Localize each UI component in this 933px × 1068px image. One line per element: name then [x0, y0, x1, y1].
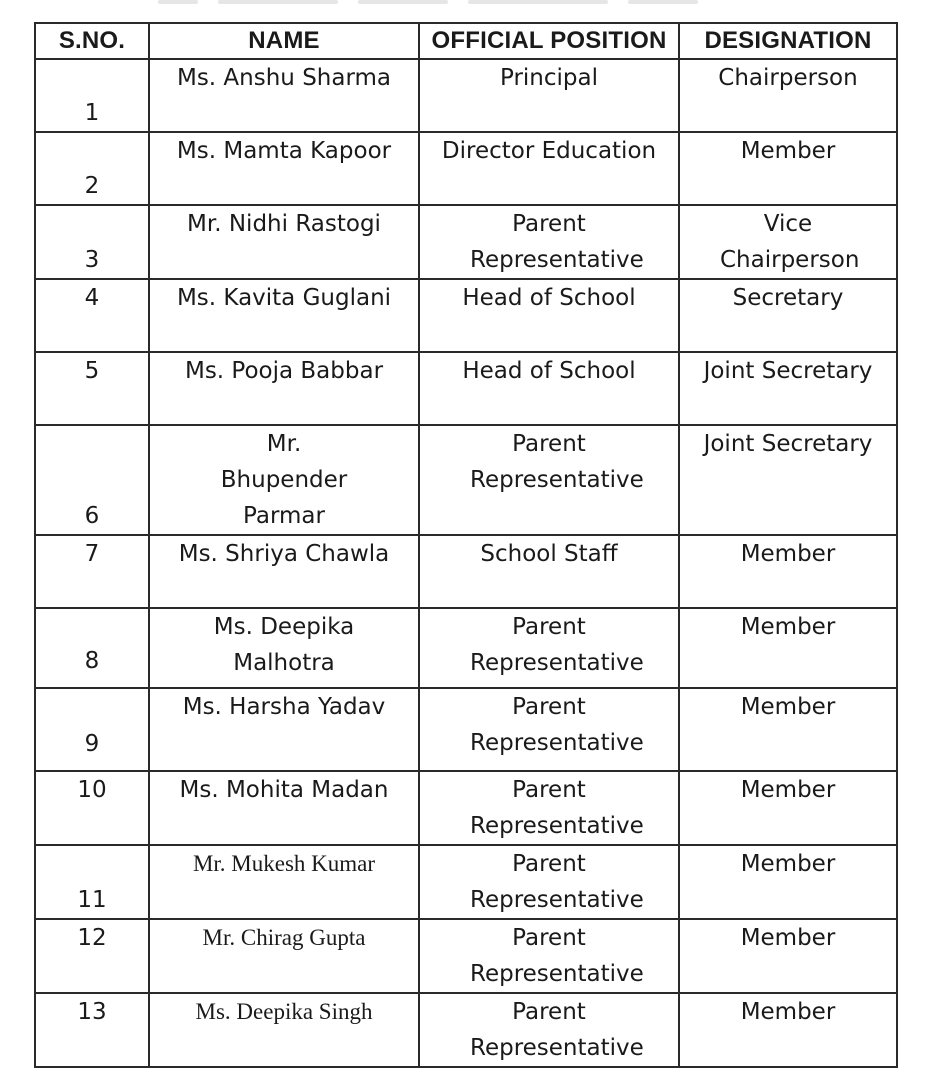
cell-sno: 2	[35, 132, 149, 205]
cell-name: Mr. Mukesh Kumar	[149, 845, 419, 919]
cell-name: Ms. Anshu Sharma	[149, 59, 419, 132]
table-row	[35, 205, 897, 279]
table-row	[35, 919, 897, 993]
cell-official-position: Parent Representative	[419, 688, 679, 771]
cell-designation: Vice Chairperson	[679, 205, 897, 279]
header-name: NAME	[149, 23, 419, 59]
table-row	[35, 608, 897, 688]
cell-designation: Joint Secretary	[679, 425, 897, 535]
cell-name: Ms. Shriya Chawla	[149, 535, 419, 608]
cell-sno: 7	[35, 535, 149, 608]
cell-designation: Member	[679, 688, 897, 771]
cell-official-position: Head of School	[419, 279, 679, 352]
cell-sno: 10	[35, 771, 149, 845]
cell-official-position: Parent Representative	[419, 919, 679, 993]
table-row	[35, 132, 897, 205]
cell-designation: Joint Secretary	[679, 352, 897, 425]
cell-designation: Member	[679, 132, 897, 205]
cell-sno: 6	[35, 425, 149, 535]
cell-name: Mr. Nidhi Rastogi	[149, 205, 419, 279]
committee-table	[34, 22, 898, 1068]
cell-official-position: Parent Representative	[419, 608, 679, 688]
cell-sno: 12	[35, 919, 149, 993]
cell-sno: 11	[35, 845, 149, 919]
cell-name: Ms. Kavita Guglani	[149, 279, 419, 352]
cell-sno: 9	[35, 688, 149, 771]
cell-sno: 8	[35, 608, 149, 688]
cell-sno: 13	[35, 993, 149, 1067]
cell-name: Ms. Harsha Yadav	[149, 688, 419, 771]
cell-designation: Member	[679, 535, 897, 608]
cell-official-position: Head of School	[419, 352, 679, 425]
cell-designation: Secretary	[679, 279, 897, 352]
table-body	[35, 59, 897, 1067]
cell-sno: 5	[35, 352, 149, 425]
cell-official-position: Parent Representative	[419, 845, 679, 919]
cell-designation: Chairperson	[679, 59, 897, 132]
cropped-text-remnant	[158, 0, 718, 5]
cell-name: Mr. Bhupender Parmar	[149, 425, 419, 535]
table-row	[35, 279, 897, 352]
cell-official-position: Parent Representative	[419, 771, 679, 845]
header-sno: S.NO.	[35, 23, 149, 59]
cell-official-position: Parent Representative	[419, 993, 679, 1067]
cell-designation: Member	[679, 771, 897, 845]
cell-sno: 4	[35, 279, 149, 352]
cell-name: Ms. Mamta Kapoor	[149, 132, 419, 205]
header-official-position: OFFICIAL POSITION	[419, 23, 679, 59]
cell-designation: Member	[679, 919, 897, 993]
cell-official-position: Director Education	[419, 132, 679, 205]
cell-name: Ms. Deepika Singh	[149, 993, 419, 1067]
cell-designation: Member	[679, 608, 897, 688]
cell-name: Ms. Mohita Madan	[149, 771, 419, 845]
cell-designation: Member	[679, 845, 897, 919]
cell-name: Mr. Chirag Gupta	[149, 919, 419, 993]
cell-sno: 1	[35, 59, 149, 132]
cell-official-position: School Staff	[419, 535, 679, 608]
cell-name: Ms. Pooja Babbar	[149, 352, 419, 425]
table-header	[35, 23, 897, 59]
table-row	[35, 688, 897, 771]
cell-designation: Member	[679, 993, 897, 1067]
cell-sno: 3	[35, 205, 149, 279]
table-row	[35, 993, 897, 1067]
table-row	[35, 352, 897, 425]
table-row	[35, 59, 897, 132]
table-row	[35, 771, 897, 845]
cell-name: Ms. Deepika Malhotra	[149, 608, 419, 688]
cell-official-position: Parent Representative	[419, 205, 679, 279]
table-row	[35, 845, 897, 919]
cell-official-position: Parent Representative	[419, 425, 679, 535]
cell-official-position: Principal	[419, 59, 679, 132]
header-designation: DESIGNATION	[679, 23, 897, 59]
table-row	[35, 425, 897, 535]
table-row	[35, 535, 897, 608]
header-row	[35, 23, 897, 59]
